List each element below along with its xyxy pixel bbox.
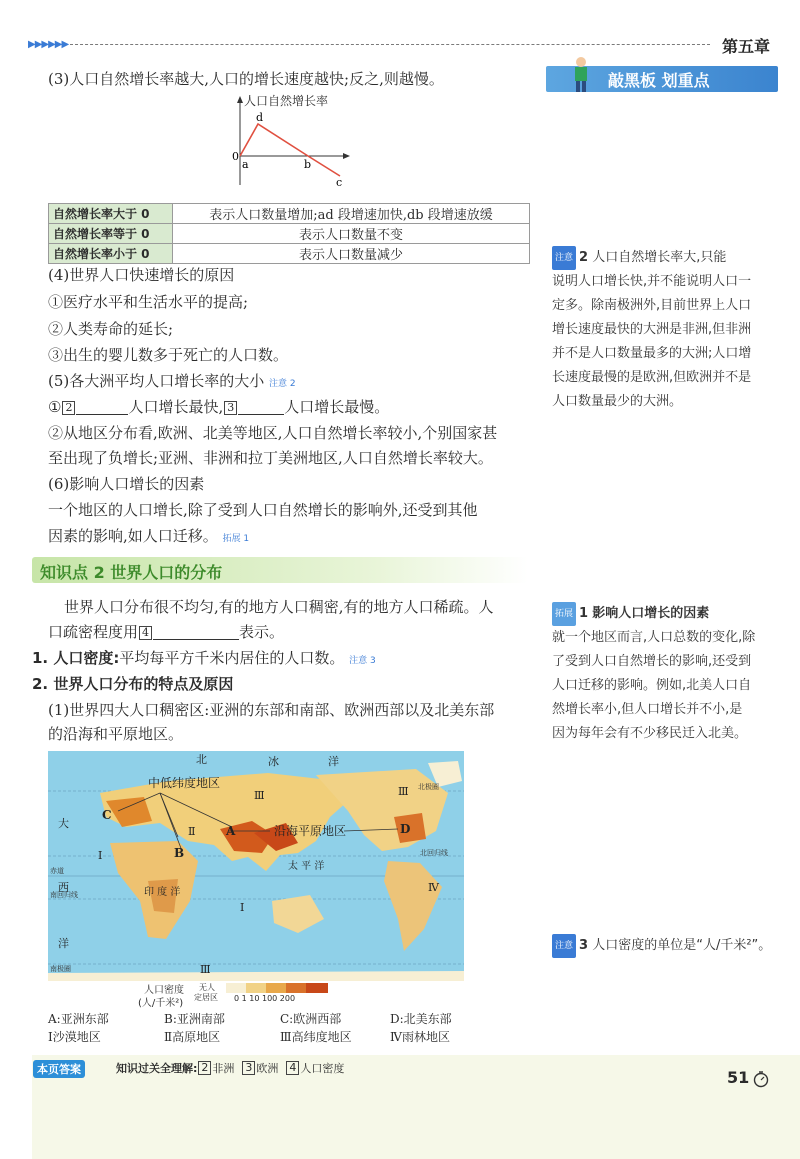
map-key-item: Ⅳ雨林地区 [390,1030,450,1044]
table-row: 自然增长率大于 0 表示人口数量增加;ad 段增速加快,db 段增速放缓 [49,204,530,224]
p5b2: 至出现了负增长;亚洲、非洲和拉丁美洲地区,人口自然增长率较大。 [48,449,493,467]
svg-text:Ⅲ: Ⅲ [398,785,409,798]
graph-pt-b: b [304,158,312,171]
p4b: ②人类寿命的延长; [48,320,174,338]
legend-ticks: 0 1 10 100 200 [234,994,296,1003]
legend-settle: 定居区 [194,993,218,1002]
svg-text:南回归线: 南回归线 [50,891,78,899]
svg-text:Ⅱ: Ⅱ [188,825,196,838]
note-badge: 注意 [552,934,576,958]
graph-pt-d: d [256,111,264,124]
s1: 世界人口分布很不均匀,有的地方人口稠密,有的地方人口稀疏。人 [64,598,494,616]
map-key-item: Ⅱ高原地区 [164,1030,221,1044]
svg-text:洋: 洋 [58,937,69,950]
p4a: ①医疗水平和生活水平的提高; [48,293,249,311]
note-3-tag: 注意 3 [349,656,376,666]
svg-text:赤道: 赤道 [50,867,64,875]
p6: (6)影响人口增长的因素 [48,475,205,493]
answer-line: 知识过关全理解: 2 非洲 3 欧洲 4 人口密度 [116,1061,345,1075]
page-number: 51 [727,1068,750,1087]
svg-text:北极圈: 北极圈 [418,783,439,791]
p5: (5)各大洲平均人口增长率的大小 注意 2 [48,372,296,390]
side-note-2: 注意 2 人口自然增长率大,只能 说明人口增长快,并不能说明人口一 定多。除南极洲外,目前世界上人口 增长速度最快的大洲是非洲,但非洲 并不是人口数量最多的大洲;人口增 长速度最慢的是欧洲,但欧洲并不是 人口数量最少的大洲。 [552,246,782,414]
p3: (3)人口自然增长率越大,人口的增长速度越快;反之,则越慢。 [48,70,444,88]
d2b: 的沿海和平原地区。 [48,725,184,743]
svg-text:中低纬度地区: 中低纬度地区 [148,776,221,790]
table-row: 自然增长率等于 0 表示人口数量不变 [49,224,530,244]
def-2: 2. 世界人口分布的特点及原因 [32,675,234,693]
p5a: ① 2 人口增长最快, 3 人口增长最慢。 [48,398,390,416]
svg-text:Ⅳ: Ⅳ [428,881,439,894]
svg-text:大: 大 [58,817,69,830]
answer-badge: 本页答案 [33,1060,85,1078]
svg-text:A: A [226,824,236,838]
map-key-item: D:北美东部 [390,1012,452,1026]
map-key-item: Ⅲ高纬度地区 [280,1030,352,1044]
header-rule [70,44,710,45]
p6b: 因素的影响,如人口迁移。 拓展 1 [48,527,250,545]
ext-badge: 拓展 [552,602,576,626]
map-key-item: A:亚洲东部 [48,1012,109,1026]
growth-table [48,203,530,264]
svg-text:Ⅰ: Ⅰ [98,849,103,862]
graph-ylabel: 人口自然增长率 [244,94,329,108]
banner-title: 敲黑板 划重点 [608,71,710,90]
legend-unit: (人/千米²) [138,998,184,1009]
svg-text:Ⅲ: Ⅲ [200,963,211,976]
map-key-item: B:亚洲南部 [164,1012,225,1026]
header-arrows: ▶▶▶▶▶▶ [28,39,69,50]
svg-text:沿海平原地区: 沿海平原地区 [274,824,347,838]
def-1: 1. 人口密度:平均每平方千米内居住的人口数。 注意 3 [32,649,376,667]
svg-text:B: B [174,846,185,860]
note-badge: 注意 [552,246,576,270]
table-row: 自然增长率小于 0 表示人口数量减少 [49,244,530,264]
graph-pt-a: a [242,158,249,171]
knowledge-point-2-title: 知识点 2 世界人口的分布 [40,563,223,582]
legend-scale [226,983,330,993]
svg-text:印 度 洋: 印 度 洋 [144,887,181,898]
svg-text:南极圈: 南极圈 [50,965,71,973]
p5b1: ②从地区分布看,欧洲、北美等地区,人口自然增长率较小,个别国家甚 [48,424,498,442]
p6a: 一个地区的人口增长,除了受到人口自然增长的影响外,还受到其他 [48,501,478,519]
world-population-map [48,751,464,981]
svg-text:北: 北 [196,753,207,766]
side-ext-1: 拓展 1 影响人口增长的因素 就一个地区而言,人口总数的变化,除 了受到人口自然增长的影响,还受到 人口迁移的影响。例如,北美人口自 然增长率小,但人口增长并不小,是 因为每年会有不少移民迁入北美。 [552,602,782,746]
d2a: (1)世界四大人口稠密区:亚洲的东部和南部、欧洲西部以及北美东部 [48,701,495,719]
svg-text:Ⅰ: Ⅰ [240,901,245,914]
s2: 口疏密程度用 4 表示。 [48,623,285,641]
clock-icon [752,1070,770,1088]
legend-none: 无人 [199,983,215,992]
svg-text:洋: 洋 [328,755,339,768]
ext-1-tag: 拓展 1 [222,534,250,544]
teacher-icon [568,55,594,93]
p4c: ③出生的婴儿数多于死亡的人口数。 [48,346,289,364]
side-note-3: 注意 3 人口密度的单位是“人/千米²”。 [552,934,792,958]
graph-origin: 0 [232,150,239,163]
svg-text:太 平 洋: 太 平 洋 [288,861,325,872]
p4: (4)世界人口快速增长的原因 [48,266,235,284]
legend-title: 人口密度 [144,985,184,996]
map-key [48,1010,452,1046]
svg-text:C: C [102,808,112,822]
svg-text:D: D [400,822,411,836]
graph-pt-c: c [336,176,343,189]
svg-text:北回归线: 北回归线 [420,849,448,857]
svg-text:Ⅲ: Ⅲ [254,789,265,802]
chapter-title: 第五章 [722,37,771,56]
map-key-item: Ⅰ沙漠地区 [48,1030,101,1044]
svg-text:冰: 冰 [268,755,279,768]
svg-text:西: 西 [58,881,69,894]
note-2-tag: 注意 2 [269,379,296,389]
map-key-item: C:欧洲西部 [280,1012,342,1026]
